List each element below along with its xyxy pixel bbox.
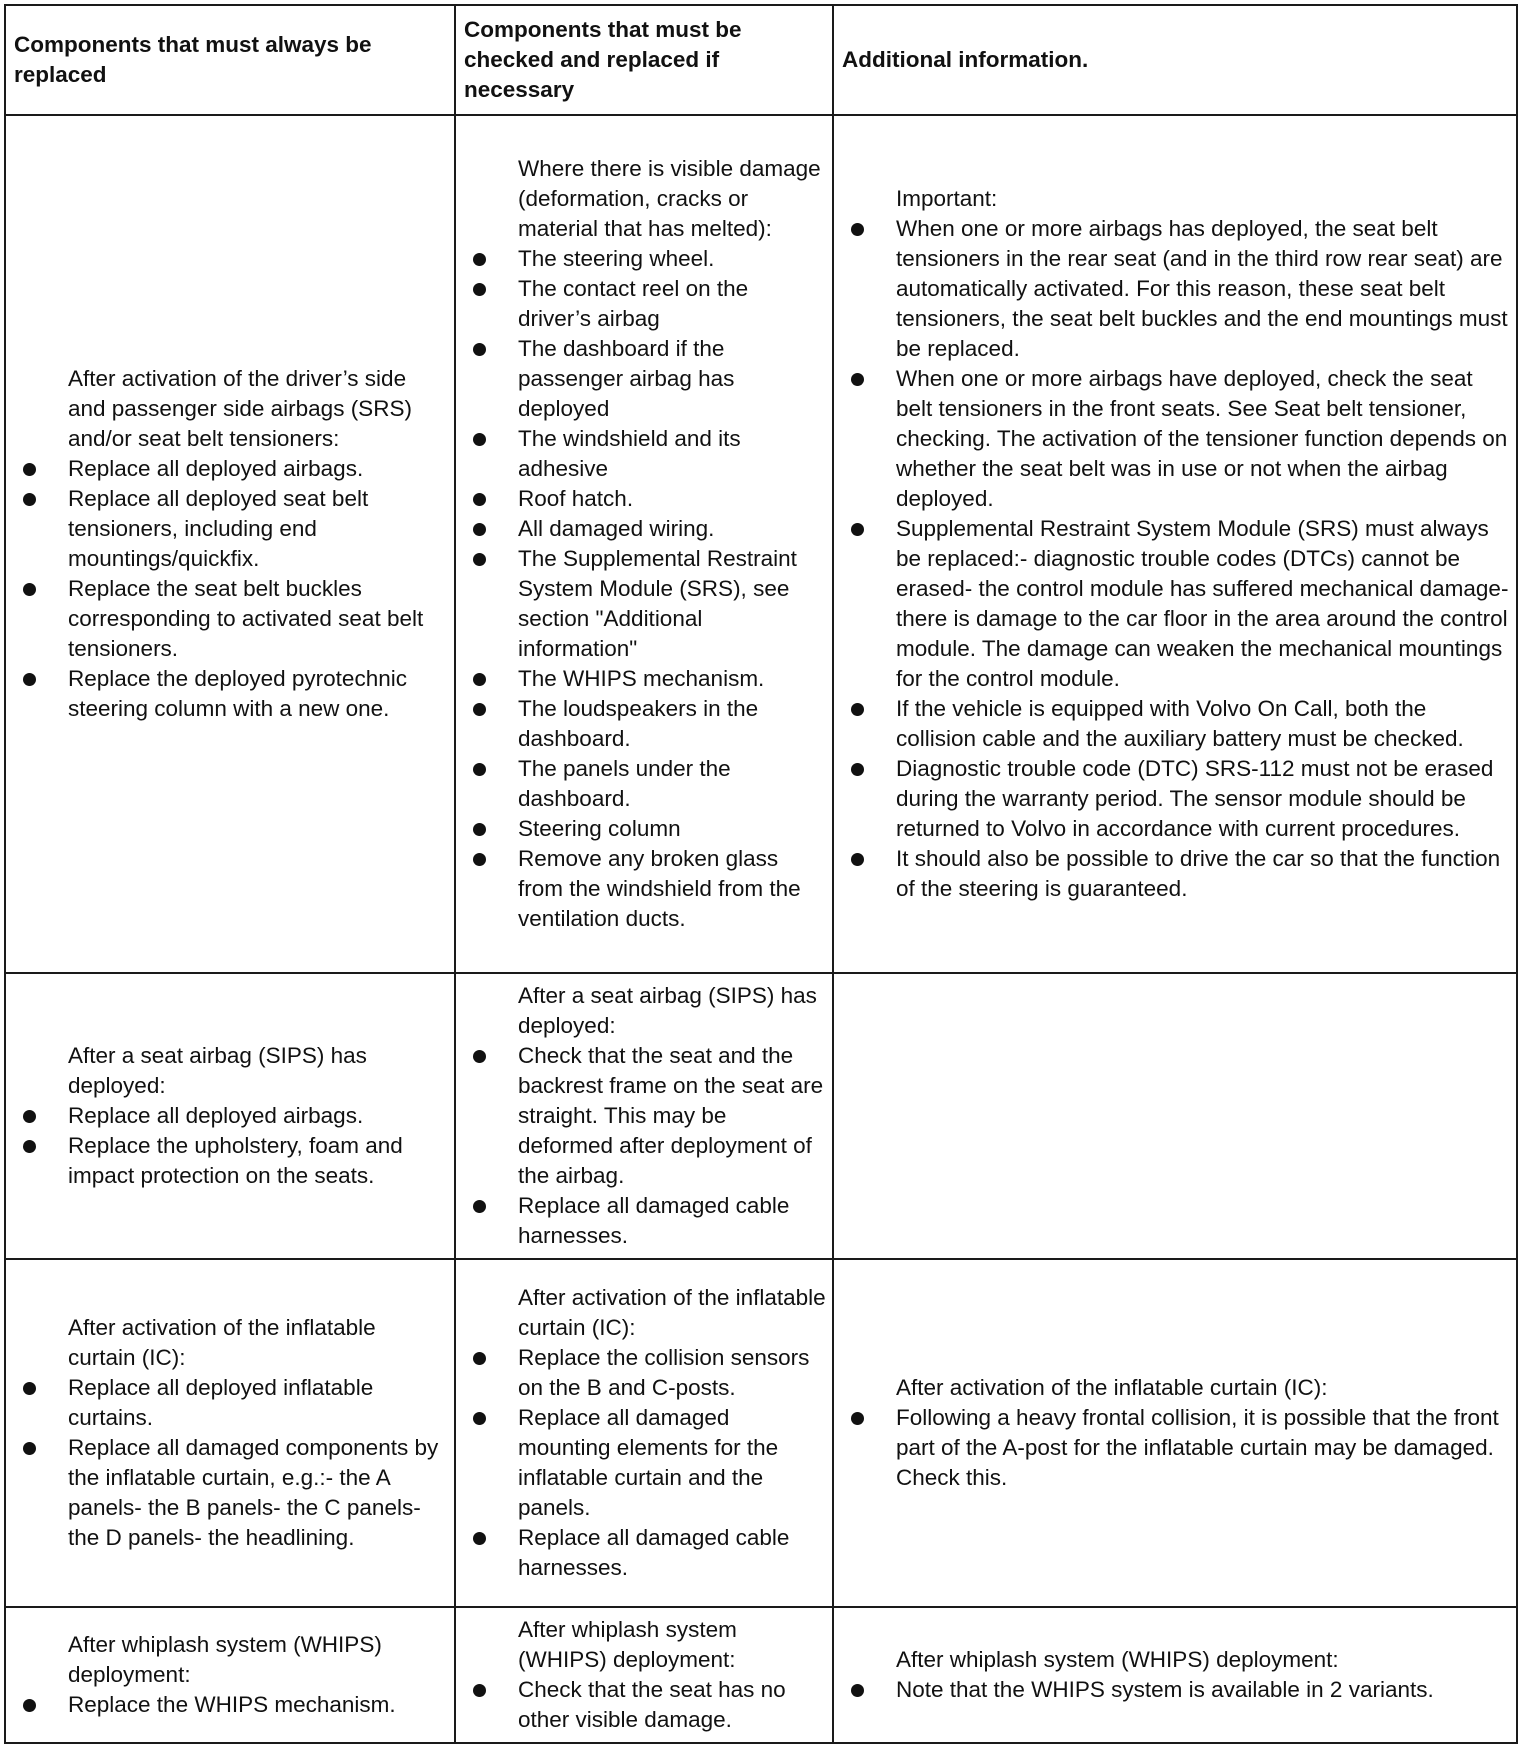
table-cell — [5, 1259, 455, 1607]
table-row — [5, 115, 1517, 973]
list-item: Following a heavy frontal collision, it is possible that the front part of the A-post for the inflatable curtain may be damaged. Check this. — [844, 1403, 1510, 1493]
bullet-list — [466, 1041, 826, 1251]
cell-intro: After activation of the inflatable curtain (IC): — [518, 1285, 826, 1340]
bullet-list — [466, 244, 826, 934]
list-item: Replace the collision sensors on the B and C-posts. — [466, 1343, 826, 1403]
table-cell — [455, 1607, 833, 1743]
list-item: Supplemental Restraint System Module (SRS) must always be replaced:- diagnostic trouble codes (DTCs) cannot be erased- the control module has suffered mechanical damage- there is damage to the car floor in the area around the control module. The damage can weaken the mechanical mountings for the control module. — [844, 514, 1510, 694]
cell-intro: After a seat airbag (SIPS) has deployed: — [518, 983, 817, 1038]
bullet-list — [16, 1373, 448, 1553]
cell-intro: After a seat airbag (SIPS) has deployed: — [68, 1043, 367, 1098]
list-item: When one or more airbags has deployed, the seat belt tensioners in the rear seat (and in the third row rear seat) are automatically activated. For this reason, these seat belt tensioners, the seat belt buckles and the end mountings must be replaced. — [844, 214, 1510, 364]
list-item: Replace the WHIPS mechanism. — [16, 1690, 448, 1720]
list-item: All damaged wiring. — [466, 514, 826, 544]
table-cell — [455, 1259, 833, 1607]
header-always-replaced: Components that must always be replaced — [5, 5, 455, 115]
cell-intro: After whiplash system (WHIPS) deployment: — [68, 1632, 382, 1687]
cell-intro: After whiplash system (WHIPS) deployment: — [518, 1617, 737, 1672]
cell-intro: After whiplash system (WHIPS) deployment: — [896, 1647, 1339, 1672]
list-item: Replace all damaged components by the inflatable curtain, e.g.:- the A panels- the B panels- the C panels- the D panels- the headlining. — [16, 1433, 448, 1553]
list-item: The panels under the dashboard. — [466, 754, 826, 814]
cell-intro: After activation of the inflatable curtain (IC): — [68, 1315, 376, 1370]
table-cell — [5, 973, 455, 1259]
list-item: Replace all deployed seat belt tensioners, including end mountings/quickfix. — [16, 484, 448, 574]
list-item: Note that the WHIPS system is available in 2 variants. — [844, 1675, 1510, 1705]
table-cell — [455, 973, 833, 1259]
table-row — [5, 1607, 1517, 1743]
header-row — [5, 5, 1517, 115]
list-item: The steering wheel. — [466, 244, 826, 274]
list-item: Replace all deployed airbags. — [16, 454, 448, 484]
list-item: It should also be possible to drive the car so that the function of the steering is guaranteed. — [844, 844, 1510, 904]
table-cell — [455, 115, 833, 973]
list-item: If the vehicle is equipped with Volvo On Call, both the collision cable and the auxiliary battery must be checked. — [844, 694, 1510, 754]
cell-intro: After activation of the driver’s side and passenger side airbags (SRS) and/or seat belt tensioners: — [68, 366, 412, 451]
cell-intro: Where there is visible damage (deformation, cracks or material that has melted): — [518, 156, 821, 241]
list-item: The loudspeakers in the dashboard. — [466, 694, 826, 754]
table-row — [5, 973, 1517, 1259]
bullet-list — [16, 1690, 448, 1720]
list-item: Remove any broken glass from the windshield from the ventilation ducts. — [466, 844, 826, 934]
list-item: Replace all deployed inflatable curtains. — [16, 1373, 448, 1433]
bullet-list — [16, 454, 448, 724]
table-cell — [5, 1607, 455, 1743]
list-item: Replace all damaged cable harnesses. — [466, 1191, 826, 1251]
bullet-list — [844, 214, 1510, 904]
list-item: The dashboard if the passenger airbag has deployed — [466, 334, 826, 424]
bullet-list — [844, 1403, 1510, 1493]
table-row — [5, 1259, 1517, 1607]
cell-intro: After activation of the inflatable curtain (IC): — [896, 1375, 1328, 1400]
list-item: Replace the deployed pyrotechnic steering column with a new one. — [16, 664, 448, 724]
list-item: The windshield and its adhesive — [466, 424, 826, 484]
header-check-and-replace: Components that must be checked and replaced if necessary — [455, 5, 833, 115]
bullet-list — [844, 1675, 1510, 1705]
list-item: Replace all damaged cable harnesses. — [466, 1523, 826, 1583]
table-cell — [833, 115, 1517, 973]
table-cell — [833, 1607, 1517, 1743]
list-item: Replace the seat belt buckles corresponding to activated seat belt tensioners. — [16, 574, 448, 664]
table-cell-empty — [833, 973, 1517, 1259]
list-item: Steering column — [466, 814, 826, 844]
table-cell — [5, 115, 455, 973]
list-item: Replace all deployed airbags. — [16, 1101, 448, 1131]
bullet-list — [466, 1675, 826, 1735]
table-cell — [833, 1259, 1517, 1607]
list-item: The Supplemental Restraint System Module (SRS), see section "Additional information" — [466, 544, 826, 664]
list-item: Roof hatch. — [466, 484, 826, 514]
cell-intro: Important: — [896, 186, 998, 211]
bullet-list — [16, 1101, 448, 1191]
list-item: Diagnostic trouble code (DTC) SRS-112 must not be erased during the warranty period. The sensor module should be returned to Volvo in accordance with current procedures. — [844, 754, 1510, 844]
list-item: Check that the seat and the backrest frame on the seat are straight. This may be deformed after deployment of the airbag. — [466, 1041, 826, 1191]
list-item: When one or more airbags have deployed, check the seat belt tensioners in the front seats. See Seat belt tensioner, checking. The activation of the tensioner function depends on whether the seat belt was in use or not when the airbag deployed. — [844, 364, 1510, 514]
srs-components-table — [4, 4, 1518, 1744]
bullet-list — [466, 1343, 826, 1583]
list-item: Replace all damaged mounting elements for the inflatable curtain and the panels. — [466, 1403, 826, 1523]
list-item: The WHIPS mechanism. — [466, 664, 826, 694]
list-item: The contact reel on the driver’s airbag — [466, 274, 826, 334]
header-additional-information: Additional information. — [833, 5, 1517, 115]
list-item: Replace the upholstery, foam and impact protection on the seats. — [16, 1131, 448, 1191]
list-item: Check that the seat has no other visible damage. — [466, 1675, 826, 1735]
